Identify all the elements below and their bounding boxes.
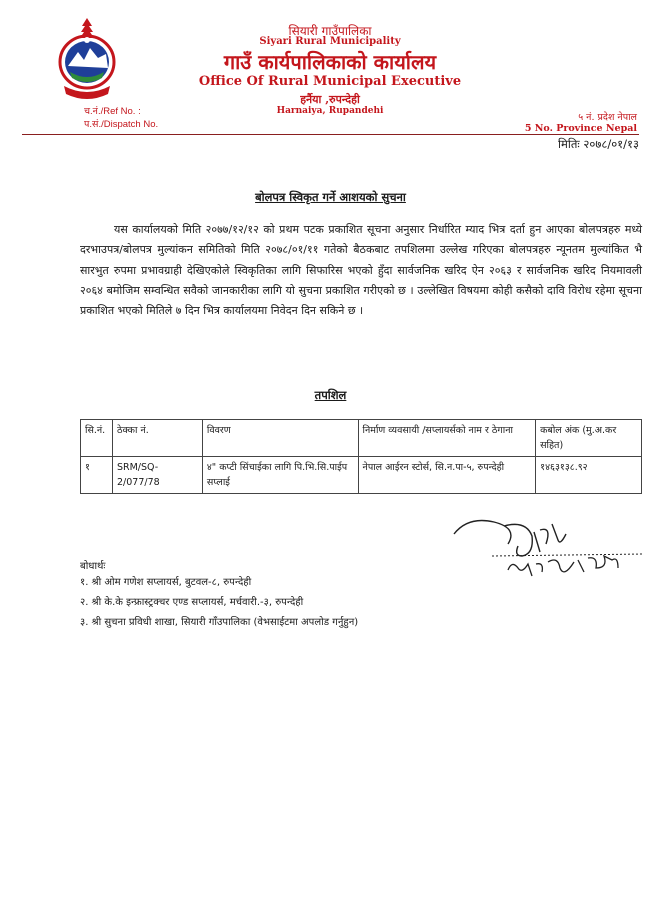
details-heading (0, 388, 661, 403)
cell-bid-amount: १४६३१३८.९२ (536, 457, 642, 494)
cell-description: ४" कप्टी सिंचाईका लागि पि.भि.सि.पाईप सप्लाई (202, 457, 358, 494)
province-en: 5 No. Province Nepal (524, 123, 637, 134)
col-header-bid-amount: कबोल अंक (मु.अ.कर सहित) (536, 420, 642, 457)
ref-number-label: च.नं./Ref No. : (84, 106, 141, 117)
cell-serial: १ (81, 457, 113, 494)
letterhead-divider (22, 134, 639, 135)
notice-title-text: बोलपत्र स्विकृत गर्ने आशयको सुचना (255, 190, 406, 204)
dispatch-number-label: प.सं./Dispatch No. (84, 119, 159, 130)
municipality-name-en: Siyari Rural Municipality (259, 36, 401, 47)
cc-item: ३. श्री सुचना प्रविधी शाखा, सियारी गाँउपालिका (वेभसाईटमा अपलोड गर्नुहुन) (80, 617, 359, 628)
bid-details-table (80, 419, 642, 494)
notice-body: यस कार्यालयको मिति २०७७/१२/१२ को प्रथम पटक प्रकाशित सूचना अनुसार निर्धारित म्याद भित्र दर्ता हुन आएका बोलपत्रहरु मध्ये दरभाउपत्र/बोलपत्र मुल्यांकन समितिको मिति २०७८/०१/११ गतेको बैठकबाट तपशिलमा उल्लेख गरिएका बोलपत्रहरु न्यूनतम मुल्यांकित भै सारभुत रुपमा प्रभावग्राही देखिएकोले स्विकृतिका लागि सिफारिस भएको हुँदा सार्वजनिक खरिद ऐन २०६३ र सार्वजनिक खरिद नियमावली २०६४ बमोजिम सम्वन्धित सवैको जानकारीका लागि यो सुचना प्रकाशित गरीएको छ । उल्लेखित विषयमा कोही कसैको दावि विरोध रहेमा सूचना प्रकाशित भएको मितिले ७ दिन भित्र कार्यालयमा निवेदन दिन सकिने छ । (80, 223, 642, 318)
cc-label: बोधार्थः (80, 561, 106, 572)
office-name-en: Office Of Rural Municipal Executive (198, 74, 462, 89)
col-header-description: विवरण (202, 420, 358, 457)
cc-item: १. श्री ओम गणेश सप्लायर्स, बुटवल-८, रुपन्देही (80, 577, 252, 588)
office-location-np: हर्नैया ,रुपन्देही (300, 93, 360, 106)
province-np: ५ नं. प्रदेश नेपाल (578, 112, 637, 123)
office-location-en: Harnaiya, Rupandehi (276, 106, 384, 116)
cell-supplier: नेपाल आईरन स्टोर्स, सि.न.पा-५, रुपन्देही (358, 457, 536, 494)
office-name-np: गाउँ कार्यपालिकाको कार्यालय (223, 50, 437, 74)
col-header-contract-no: ठेक्का नं. (112, 420, 202, 457)
col-header-serial: सि.नं. (81, 420, 113, 457)
document-date: मितिः २०७८/०१/१३ (558, 137, 639, 151)
notice-title (0, 190, 661, 205)
col-header-supplier: निर्माण व्यवसायी /सप्लायर्सको नाम र ठेगाना (358, 420, 536, 457)
signature-icon (448, 512, 648, 592)
table-header-row (81, 420, 642, 457)
cell-contract-no: SRM/SQ-2/077/78 (112, 457, 202, 494)
cc-item: २. श्री के.के इन्फ्रास्ट्रक्चर एण्ड सप्लायर्स, मर्चवारी.-३, रुपन्देही (80, 597, 304, 608)
table-row (81, 457, 642, 494)
details-heading-text: तपशिल (314, 388, 347, 402)
municipality-name-np: सियारी गाउँपालिका (288, 24, 372, 38)
nepal-emblem-icon (56, 14, 118, 102)
